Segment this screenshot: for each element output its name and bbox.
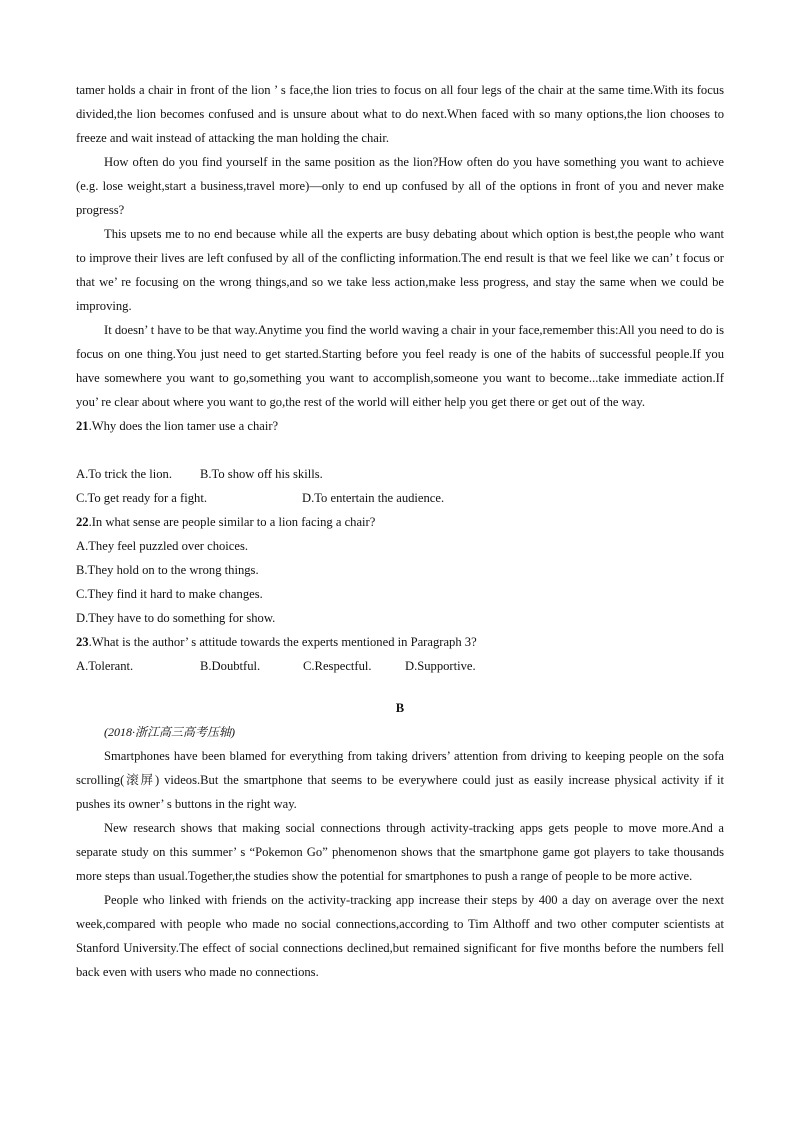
- passage-a-paragraph-4: It doesn’ t have to be that way.Anytime you find the world waving a chair in your face,remember this:All you need to do is focus on one thing.You just need to get started.Starting before you feel ready is one of the habits of successful people.If you have somewhere you want to go,something you want to accomplish,someone you want to become...take immediate action.If you’ re clear about where you want to go,the rest of the world will either help you get there or get out of the way.: [76, 323, 724, 409]
- section-heading: B: [395, 701, 405, 715]
- option-d: D.Supportive.: [405, 659, 476, 673]
- question-number: 23: [76, 635, 89, 649]
- blank-line: [76, 438, 724, 462]
- question-21-options-row-1: [76, 462, 724, 486]
- passage-a-paragraph-3: This upsets me to no end because while all the experts are busy debating about which option is best,the people who want to improve their lives are left confused by all of the conflicting information.The end result is that we feel like we can’ t focus or that we’ re focusing on the wrong things,and so we take less action,make less progress, and stay the same when we could be improving.: [76, 227, 724, 313]
- passage-b-paragraph-3: People who linked with friends on the activity-tracking app increase their steps by 400 a day on average over the next week,compared with people who made no social connections,according to Tim Althoff and two other computer scientists at Stanford University.The effect of social connections declined,but remained significant for five months before the numbers fell back even with users who made no connections.: [76, 893, 724, 979]
- option-c: C.They find it hard to make changes.: [76, 587, 263, 601]
- question-stem: .What is the author’ s attitude towards the experts mentioned in Paragraph 3?: [88, 635, 477, 649]
- passage-b-paragraph-1: Smartphones have been blamed for everything from taking drivers’ attention from driving to keeping people on the sofa scrolling(滚屏) videos.But the smartphone that seems to be everywhere could just as easily increase physical activity if it pushes its owner’ s buttons in the right way.: [76, 749, 724, 811]
- passage-a-paragraph-1: tamer holds a chair in front of the lion ’ s face,the lion tries to focus on all four legs of the chair at the same time.With its focus divided,the lion becomes confused and is unsure about what to do next.When faced with so many options,the lion chooses to freeze and wait instead of attacking the man holding the chair.: [76, 83, 724, 145]
- option-c: C.To get ready for a fight.: [76, 491, 207, 505]
- option-d: D.They have to do something for show.: [76, 611, 276, 625]
- document-content: [76, 78, 724, 984]
- question-22: [76, 510, 724, 534]
- option-a: A.To trick the lion.: [76, 467, 173, 481]
- option-a: A.They feel puzzled over choices.: [76, 539, 249, 553]
- question-stem: .Why does the lion tamer use a chair?: [88, 419, 279, 433]
- question-stem: .In what sense are people similar to a lion facing a chair?: [88, 515, 376, 529]
- question-number: 21: [76, 419, 89, 433]
- question-23: [76, 630, 724, 654]
- option-b: B.They hold on to the wrong things.: [76, 563, 259, 577]
- option-b: B.To show off his skills.: [200, 467, 323, 481]
- option-d: D.To entertain the audience.: [302, 491, 445, 505]
- option-a: A.Tolerant.: [76, 659, 134, 673]
- passage-b-paragraph-2: New research shows that making social connections through activity-tracking apps gets people to move more.And a separate study on this summer’ s “Pokemon Go” phenomenon shows that the smartphone game got players to take thousands more steps than usual.Together,the studies show the potential for smartphones to push a range of people to be more active.: [76, 821, 724, 883]
- question-21: [76, 414, 724, 438]
- question-23-options-row: [76, 654, 724, 678]
- option-b: B.Doubtful.: [200, 659, 261, 673]
- question-number: 22: [76, 515, 89, 529]
- question-21-options-row-2: [76, 486, 724, 510]
- section-gap: [76, 678, 724, 696]
- option-c: C.Respectful.: [303, 659, 372, 673]
- source-note: (2018·浙江高三高考压轴): [104, 725, 235, 739]
- passage-a-paragraph-2: How often do you find yourself in the same position as the lion?How often do you have something you want to achieve (e.g. lose weight,start a business,travel more)—only to end up confused by all of the options in front of you and never make progress?: [76, 155, 724, 217]
